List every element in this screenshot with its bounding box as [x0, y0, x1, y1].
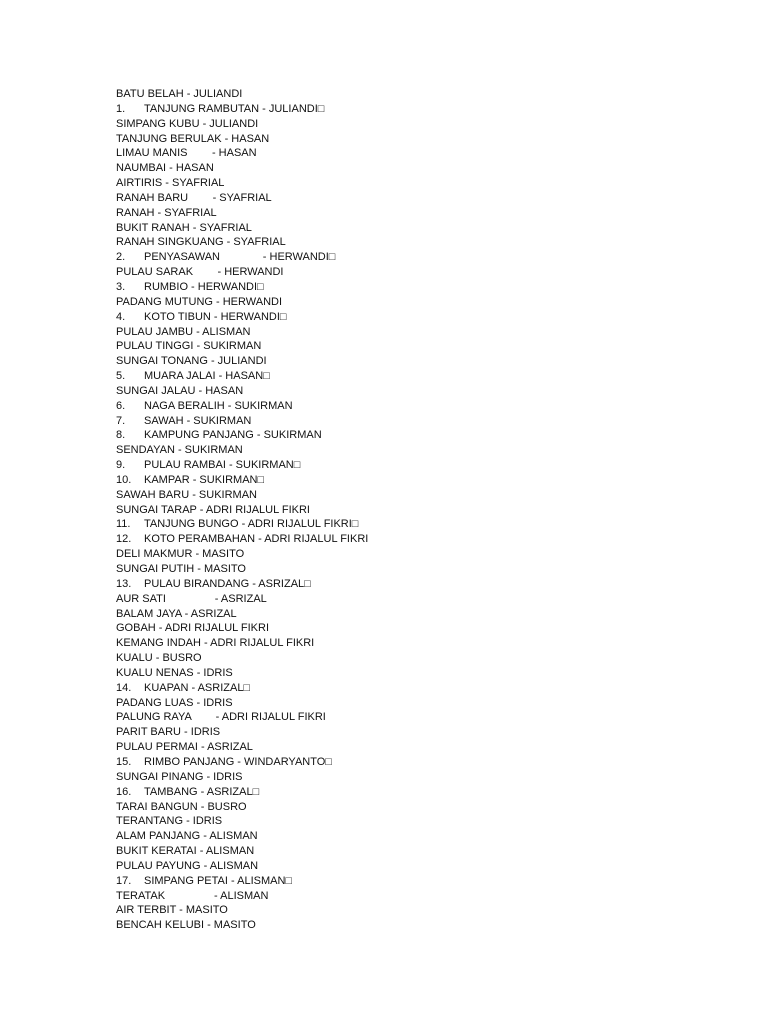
list-item-text: BUKIT RANAH - SYAFRIAL [116, 221, 252, 234]
list-item [116, 681, 368, 696]
list-item [116, 161, 368, 176]
list-item [116, 874, 368, 889]
list-item [116, 132, 368, 147]
list-item-text: PULAU TINGGI - SUKIRMAN [116, 340, 262, 353]
list-item-number: 10. [116, 473, 132, 486]
list-item-text: KOTO PERAMBAHAN - ADRI RIJALUL FIKRI [144, 533, 369, 546]
list-item [116, 295, 368, 310]
list-item-text: SUNGAI PUTIH - MASITO [116, 563, 246, 575]
list-item [116, 384, 368, 399]
list-item-number: 6. [116, 399, 126, 412]
list-item [116, 354, 368, 369]
list-item-text: TANJUNG RAMBUTAN - JULIANDI□ [144, 102, 325, 115]
list-item-text: SUNGAI PINANG - IDRIS [116, 770, 243, 783]
list-item-text: KOTO TIBUN - HERWANDI□ [144, 310, 287, 323]
list-item [116, 473, 368, 488]
list-item-text: SAWAH BARU - SUKIRMAN [116, 488, 257, 501]
list-item-number: 1. [116, 102, 126, 115]
list-item-text: BENCAH KELUBI - MASITO [116, 919, 256, 932]
list-item-text: PULAU BIRANDANG - ASRIZAL□ [144, 577, 311, 590]
list-item-number: 8. [116, 429, 126, 442]
list-item [116, 443, 368, 458]
list-item-text: RUMBIO - HERWANDI□ [144, 280, 264, 293]
list-item [116, 562, 368, 577]
list-item-text: PENYASAWAN - HERWANDI□ [144, 251, 336, 264]
list-item-number: 4. [116, 310, 126, 323]
list-item [116, 577, 368, 592]
list-item [116, 800, 368, 815]
list-item-text: KUALU NENAS - IDRIS [116, 666, 233, 679]
list-item-text: PULAU RAMBAI - SUKIRMAN□ [144, 459, 301, 472]
list-item-text: PADANG MUTUNG - HERWANDI [116, 295, 283, 308]
list-item-text: PULAU JAMBU - ALISMAN [116, 325, 251, 338]
list-item [116, 235, 368, 250]
list-item [116, 666, 368, 681]
list-item [116, 414, 368, 429]
list-item [116, 636, 368, 651]
list-item-text: PULAU PAYUNG - ALISMAN [116, 859, 259, 872]
list-item [116, 206, 368, 221]
list-item [116, 532, 368, 547]
list-item-text: TERATAK - ALISMAN [116, 889, 269, 902]
list-item [116, 725, 368, 740]
list-item [116, 280, 368, 295]
list-item-number: 5. [116, 370, 126, 383]
list-item [116, 740, 368, 755]
list-item [116, 829, 368, 844]
list-item-text: KAMPUNG PANJANG - SUKIRMAN [144, 429, 322, 442]
list-item-text: PULAU SARAK - HERWANDI [116, 266, 284, 279]
list-item [116, 607, 368, 622]
list-item-text: TANJUNG BERULAK - HASAN [116, 132, 270, 145]
list-item [116, 814, 368, 829]
list-item-text: BATU BELAH - JULIANDI [116, 88, 243, 100]
list-item-text: KEMANG INDAH - ADRI RIJALUL FIKRI [116, 637, 315, 650]
list-item [116, 859, 368, 874]
list-item-number: 13. [116, 577, 132, 590]
list-item [116, 265, 368, 280]
list-item-text: NAUMBAI - HASAN [116, 162, 214, 175]
list-item-text: SIMPANG PETAI - ALISMAN□ [144, 874, 293, 887]
list-item [116, 221, 368, 236]
list-item-text: SENDAYAN - SUKIRMAN [116, 444, 243, 457]
list-item [116, 102, 368, 117]
list-item [116, 755, 368, 770]
list-item-text: SIMPANG KUBU - JULIANDI [116, 117, 259, 130]
list-item [116, 176, 368, 191]
list-item-number: 17. [116, 874, 132, 887]
list-item-text: BUKIT KERATAI - ALISMAN [116, 845, 255, 858]
list-item [116, 117, 368, 132]
list-item [116, 250, 368, 265]
list-item-text: TAMBANG - ASRIZAL□ [144, 785, 260, 798]
list-item [116, 592, 368, 607]
list-item-text: AIRTIRIS - SYAFRIAL [116, 177, 225, 190]
list-item [116, 369, 368, 384]
list-item-text: KUALU - BUSRO [116, 652, 202, 665]
list-item [116, 339, 368, 354]
list-item [116, 458, 368, 473]
list-item-text: KAMPAR - SUKIRMAN□ [144, 473, 265, 486]
list-item-number: 14. [116, 681, 132, 694]
list-item-number: 2. [116, 251, 126, 264]
list-item-number: 16. [116, 785, 132, 798]
list-item [116, 517, 368, 532]
list-item-text: RIMBO PANJANG - WINDARYANTO□ [144, 755, 332, 768]
list-item-text: KUAPAN - ASRIZAL□ [144, 681, 251, 694]
list-item-text: SUNGAI JALAU - HASAN [116, 384, 244, 397]
list-item-text: MUARA JALAI - HASAN□ [144, 370, 270, 383]
list-item [116, 325, 368, 340]
village-assignment-list [116, 87, 368, 933]
list-item-number: 12. [116, 533, 132, 546]
list-item-text: DELI MAKMUR - MASITO [116, 548, 245, 561]
list-item-text: RANAH - SYAFRIAL [116, 206, 217, 219]
list-item-number: 11. [116, 518, 131, 531]
list-item [116, 547, 368, 562]
list-item [116, 87, 368, 102]
list-item [116, 399, 368, 414]
list-item [116, 428, 368, 443]
list-item [116, 918, 368, 933]
list-item-number: 15. [116, 755, 132, 768]
list-item-text: BALAM JAYA - ASRIZAL [116, 607, 237, 620]
list-item-text: PALUNG RAYA - ADRI RIJALUL FIKRI [116, 711, 326, 724]
list-item-text: PULAU PERMAI - ASRIZAL [116, 741, 253, 754]
list-item-text: LIMAU MANIS - HASAN [116, 147, 257, 160]
list-item-text: AUR SATI - ASRIZAL [116, 592, 267, 605]
list-item-text: NAGA BERALIH - SUKIRMAN [144, 399, 293, 412]
list-item-text: SUNGAI TONANG - JULIANDI [116, 355, 267, 368]
list-item-text: RANAH SINGKUANG - SYAFRIAL [116, 236, 286, 249]
list-item [116, 844, 368, 859]
list-item-text: GOBAH - ADRI RIJALUL FIKRI [116, 622, 270, 635]
list-item-text: RANAH BARU - SYAFRIAL [116, 191, 272, 204]
list-item-number: 3. [116, 280, 126, 293]
list-item [116, 785, 368, 800]
list-item [116, 903, 368, 918]
list-item [116, 710, 368, 725]
list-item-text: TARAI BANGUN - BUSRO [116, 800, 247, 813]
list-item-text: SUNGAI TARAP - ADRI RIJALUL FIKRI [116, 503, 310, 516]
list-item-text: TANJUNG BUNGO - ADRI RIJALUL FIKRI□ [144, 518, 359, 531]
list-item [116, 621, 368, 636]
list-item [116, 191, 368, 206]
list-item-number: 9. [116, 459, 126, 472]
list-item [116, 488, 368, 503]
list-item [116, 770, 368, 785]
list-item [116, 503, 368, 518]
list-item [116, 696, 368, 711]
list-item-text: ALAM PANJANG - ALISMAN [116, 830, 258, 843]
list-item-text: PARIT BARU - IDRIS [116, 726, 221, 739]
list-item-text: TERANTANG - IDRIS [116, 815, 223, 828]
list-item [116, 651, 368, 666]
list-item [116, 146, 368, 161]
list-item-number: 7. [116, 414, 126, 427]
list-item-text: AIR TERBIT - MASITO [116, 904, 228, 917]
list-item [116, 310, 368, 325]
list-item [116, 889, 368, 904]
list-item-text: PADANG LUAS - IDRIS [116, 696, 233, 709]
list-item-text: SAWAH - SUKIRMAN [144, 414, 252, 427]
